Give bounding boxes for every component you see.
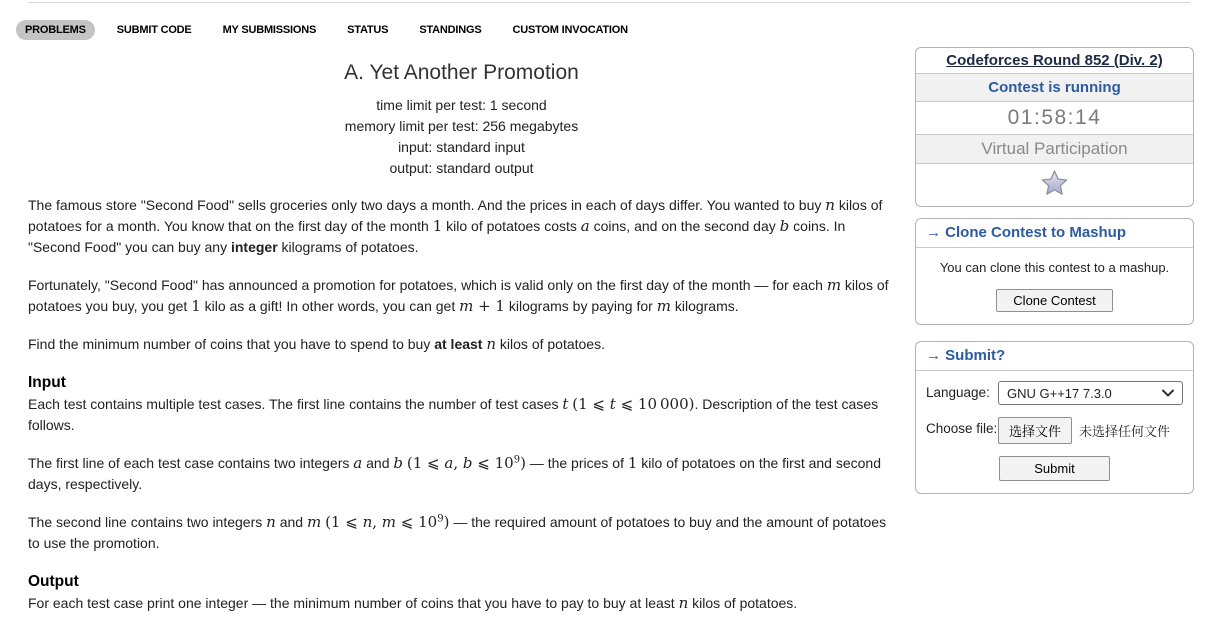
input-paragraph: The first line of each test case contains two integers a and b (1 ⩽ a, b ⩽ $10^9$) — the prices of 1 kilo of potatoes on the first and second days, respectively. [28, 454, 882, 492]
statement-paragraph: Find the minimum number of coins that you have to spend to buy at least n kilos of potatoes. [28, 335, 605, 353]
star-icon[interactable] [1041, 170, 1068, 196]
tab-problems[interactable]: PROBLEMS [16, 20, 95, 40]
output-spec: output: standard output [389, 160, 534, 176]
chevron-down-icon [1162, 389, 1174, 397]
input-spec: input: standard input [398, 139, 525, 155]
output-section-header: Output [28, 573, 79, 590]
choose-file-label: Choose file: [926, 421, 998, 436]
virtual-participation-label: Virtual Participation [916, 135, 1193, 164]
contest-title-link[interactable]: Codeforces Round 852 (Div. 2) [916, 48, 1193, 74]
tab-standings[interactable]: STANDINGS [419, 24, 482, 36]
input-section-header: Input [28, 374, 66, 391]
clone-description: You can clone this contest to a mashup. [939, 260, 1170, 275]
contest-status: Contest is running [916, 74, 1193, 102]
submit-box-header[interactable]: → Submit? [916, 342, 1193, 371]
submit-box [915, 341, 1194, 494]
problem-statement [28, 60, 895, 631]
tab-status[interactable]: STATUS [347, 24, 389, 36]
contest-countdown-timer: 01:58:14 [916, 102, 1193, 135]
time-limit: time limit per test: 1 second [376, 97, 547, 113]
tab-submit-code[interactable]: SUBMIT CODE [116, 24, 192, 36]
input-paragraph: The second line contains two integers n and m (1 ⩽ n, m ⩽ $10^9$) — the required amount of potatoes to buy and the amount of potatoes to use the promotion. [28, 513, 887, 551]
contest-info-box [915, 47, 1194, 207]
contest-tab-bar [16, 20, 637, 40]
statement-paragraph: The famous store "Second Food" sells groceries only two days a month. And the prices in each of days differ. You wanted to buy n kilos of potatoes for a month. You know that on the first day of the month 1 kilo of potatoes costs a coins, and on the second day b coins. In "Second Food" you can buy any integer kilograms of potatoes. [28, 196, 883, 255]
language-selected-value: GNU G++17 7.3.0 [1007, 385, 1112, 401]
output-paragraph: For each test case print one integer — the minimum number of coins that you have to pay to buy at least n kilos of potatoes. [28, 594, 798, 612]
submit-button[interactable]: Submit [999, 456, 1109, 481]
memory-limit: memory limit per test: 256 megabytes [344, 118, 579, 134]
input-paragraph: Each test contains multiple test cases. The first line contains the number of test cases t (1 ⩽ t ⩽ 10 000). Description of the test cases follows. [28, 395, 879, 433]
header-divider [28, 2, 1190, 3]
clone-contest-box [915, 218, 1194, 325]
clone-contest-button[interactable]: Clone Contest [996, 289, 1112, 312]
problem-title: A. Yet Another Promotion [344, 61, 579, 84]
favorite-star-row[interactable] [916, 164, 1193, 206]
problem-limits [28, 95, 895, 179]
choose-file-button[interactable]: 选择文件 [998, 417, 1072, 444]
file-selection-status: 未选择任何文件 [1079, 424, 1171, 439]
language-label: Language: [926, 385, 990, 400]
statement-paragraph: Fortunately, "Second Food" has announced a promotion for potatoes, which is valid only on the first day of the month — for each m kilos of potatoes you buy, you get 1 kilo as a gift! In other words, you can get m + 1 kilograms by paying for m kilograms. [28, 276, 889, 315]
tab-my-submissions[interactable]: MY SUBMISSIONS [222, 24, 317, 36]
clone-box-header[interactable]: → Clone Contest to Mashup [916, 219, 1193, 248]
language-select[interactable] [998, 381, 1183, 405]
tab-custom-invocation[interactable]: CUSTOM INVOCATION [512, 24, 628, 36]
